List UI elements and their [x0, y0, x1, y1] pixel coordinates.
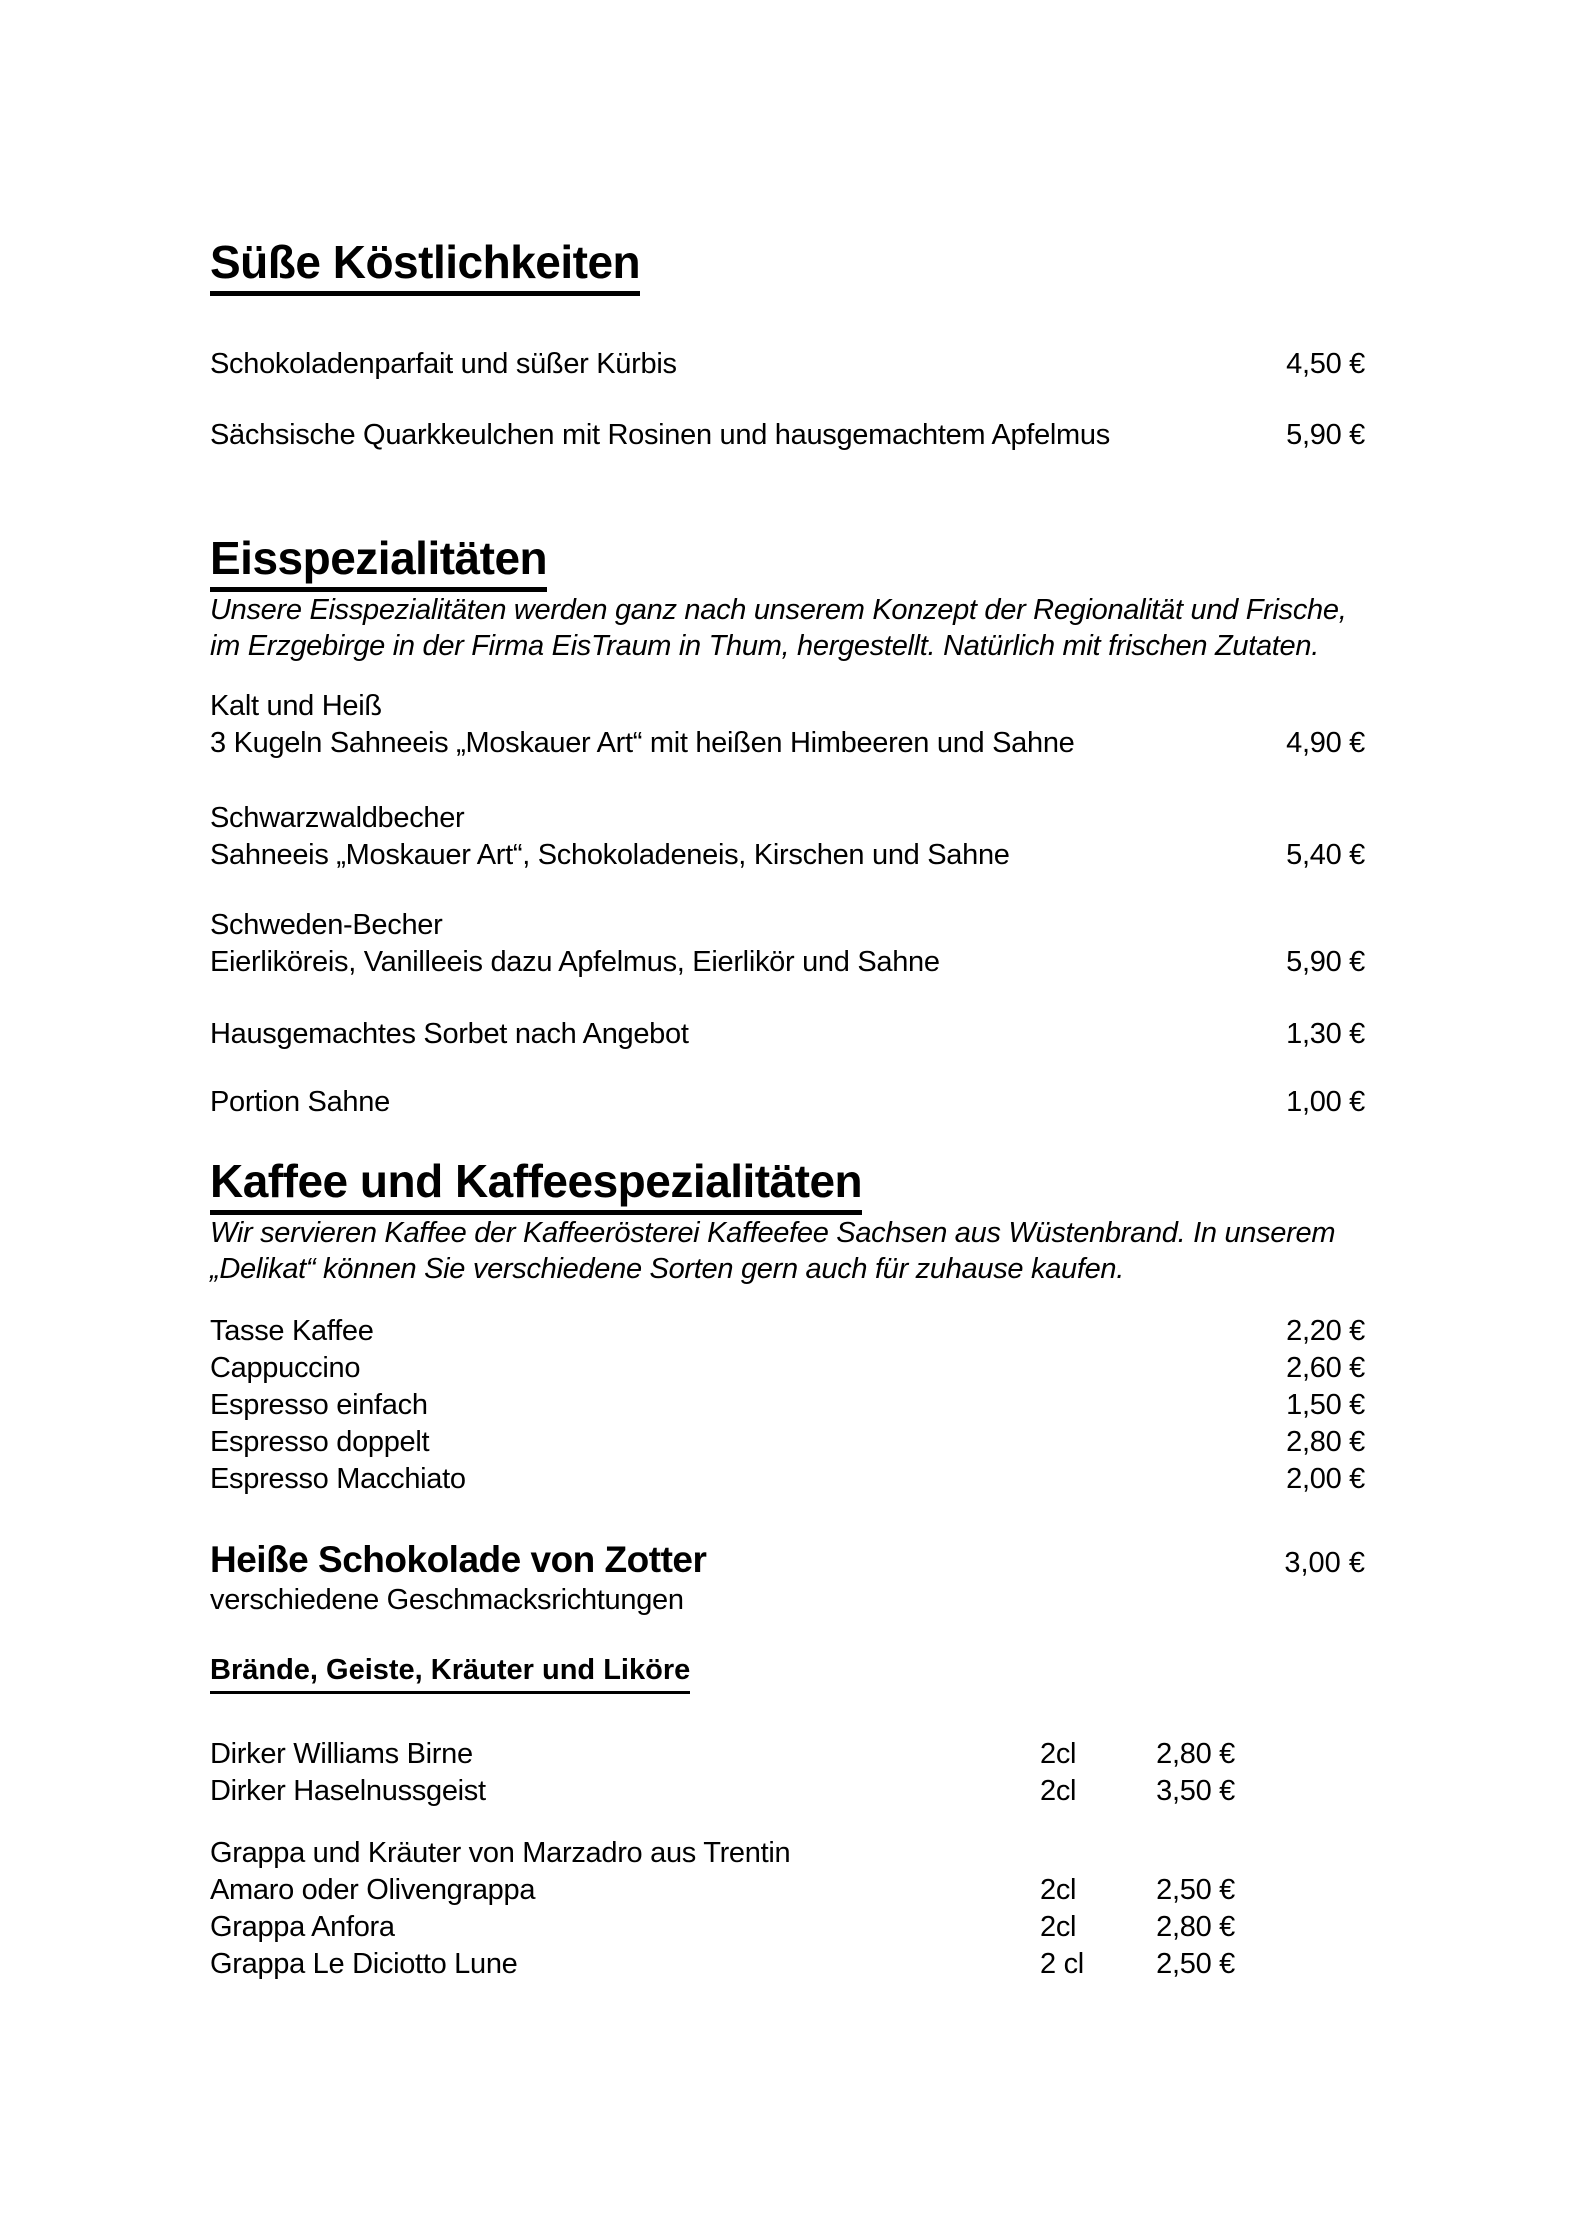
- spirit-qty: 2cl: [1040, 1738, 1077, 1770]
- combo-item: [210, 907, 1365, 981]
- menu-item-row: [210, 725, 1365, 762]
- section-sweets-title: [210, 236, 1365, 296]
- menu-item-row: [210, 346, 1365, 383]
- spirits-heading: [210, 1652, 1365, 1694]
- combo-desc: Sahneeis „Moskauer Art“, Schokoladeneis, Kirschen und Sahne: [210, 839, 1010, 871]
- coffee-list: [210, 1313, 1365, 1498]
- spirit-group-header: Grappa und Kräuter von Marzadro aus Trentin: [210, 1837, 791, 1869]
- item-name: Tasse Kaffee: [210, 1315, 374, 1347]
- item-price: 2,00 €: [1286, 1463, 1365, 1495]
- item-price: 2,80 €: [1286, 1426, 1365, 1458]
- spirit-price: 2,80 €: [1156, 1911, 1235, 1943]
- section-ice-title: [210, 532, 1365, 592]
- item-price: 4,50 €: [1286, 348, 1365, 380]
- item-name: Cappuccino: [210, 1352, 361, 1384]
- combo-desc: Eierliköreis, Vanilleeis dazu Apfelmus, Eierlikör und Sahne: [210, 946, 940, 978]
- spirit-qty: 2cl: [1040, 1911, 1077, 1943]
- section-note: [210, 592, 1365, 664]
- spirit-name: Amaro oder Olivengrappa: [210, 1874, 536, 1906]
- section-title-text: Eisspezialitäten: [210, 532, 547, 592]
- menu-item-row: [210, 1313, 1365, 1350]
- item-price: 1,00 €: [1286, 1086, 1365, 1118]
- menu-item-row: [210, 1461, 1365, 1498]
- note-line: „Delikat“ können Sie verschiedene Sorten gern auch für zuhause kaufen.: [210, 1253, 1125, 1285]
- menu-item-row: [210, 1084, 1365, 1121]
- item-price: 5,40 €: [1286, 839, 1365, 871]
- menu-item-row: [210, 417, 1365, 454]
- spirit-qty: 2 cl: [1040, 1948, 1084, 1980]
- combo-item: [210, 800, 1365, 874]
- spirit-row: [210, 1946, 1365, 1983]
- section-title-text: Brände, Geiste, Kräuter und Liköre: [210, 1652, 690, 1694]
- combo-desc: 3 Kugeln Sahneeis „Moskauer Art“ mit heißen Himbeeren und Sahne: [210, 727, 1075, 759]
- spirit-price: 2,80 €: [1156, 1738, 1235, 1770]
- section-note: [210, 1215, 1365, 1287]
- item-price: 4,90 €: [1286, 727, 1365, 759]
- note-line: Unsere Eisspezialitäten werden ganz nach unserem Konzept der Regionalität und Frische,: [210, 594, 1347, 626]
- section-title-text: Kaffee und Kaffeespezialitäten: [210, 1155, 862, 1215]
- spirit-name: Grappa Le Diciotto Lune: [210, 1948, 518, 1980]
- menu-item-row: [210, 1016, 1365, 1053]
- item-name: Hausgemachtes Sorbet nach Angebot: [210, 1018, 689, 1050]
- spirit-row: [210, 1872, 1365, 1909]
- combo-item: [210, 688, 1365, 762]
- menu-item-row: [210, 1424, 1365, 1461]
- item-name: Espresso Macchiato: [210, 1463, 466, 1495]
- combo-name: Kalt und Heiß: [210, 690, 382, 722]
- spirit-row: [210, 1773, 1365, 1810]
- menu-item-row: [210, 944, 1365, 981]
- combo-name: Schweden-Becher: [210, 909, 443, 941]
- item-price: 5,90 €: [1286, 946, 1365, 978]
- item-price: 5,90 €: [1286, 419, 1365, 451]
- section-title-text: Süße Köstlichkeiten: [210, 236, 640, 296]
- item-name: Espresso einfach: [210, 1389, 428, 1421]
- chocolate-heading: Heiße Schokolade von Zotter: [210, 1539, 707, 1580]
- spirit-name: Dirker Haselnussgeist: [210, 1775, 486, 1807]
- item-name: Portion Sahne: [210, 1086, 390, 1118]
- spirit-price: 2,50 €: [1156, 1874, 1235, 1906]
- item-name: Sächsische Quarkkeulchen mit Rosinen und hausgemachtem Apfelmus: [210, 419, 1110, 451]
- section-coffee-title: [210, 1155, 1365, 1215]
- chocolate-price: 3,00 €: [1284, 1547, 1365, 1579]
- menu-item-row: [210, 1387, 1365, 1424]
- spirit-row: [210, 1909, 1365, 1946]
- spirit-name: Grappa Anfora: [210, 1911, 395, 1943]
- item-price: 1,30 €: [1286, 1018, 1365, 1050]
- item-name: Espresso doppelt: [210, 1426, 430, 1458]
- spirit-price: 2,50 €: [1156, 1948, 1235, 1980]
- combo-name: Schwarzwaldbecher: [210, 802, 465, 834]
- chocolate-subtitle: verschiedene Geschmacksrichtungen: [210, 1584, 684, 1616]
- chocolate-heading-row: [210, 1538, 1365, 1582]
- menu-content: [210, 0, 1365, 1983]
- spirit-qty: 2cl: [1040, 1775, 1077, 1807]
- note-line: Wir servieren Kaffee der Kaffeerösterei Kaffeefee Sachsen aus Wüstenbrand. In unserem: [210, 1217, 1336, 1249]
- spirit-group: [210, 1835, 1365, 1983]
- spirit-name: Dirker Williams Birne: [210, 1738, 473, 1770]
- spirit-group: [210, 1736, 1365, 1810]
- item-price: 1,50 €: [1286, 1389, 1365, 1421]
- item-price: 2,60 €: [1286, 1352, 1365, 1384]
- spirit-price: 3,50 €: [1156, 1775, 1235, 1807]
- menu-item-row: [210, 837, 1365, 874]
- note-line: im Erzgebirge in der Firma EisTraum in Thum, hergestellt. Natürlich mit frischen Zutaten.: [210, 630, 1319, 662]
- spirit-row: [210, 1736, 1365, 1773]
- item-price: 2,20 €: [1286, 1315, 1365, 1347]
- spirit-qty: 2cl: [1040, 1874, 1077, 1906]
- item-name: Schokoladenparfait und süßer Kürbis: [210, 348, 677, 380]
- menu-item-row: [210, 1350, 1365, 1387]
